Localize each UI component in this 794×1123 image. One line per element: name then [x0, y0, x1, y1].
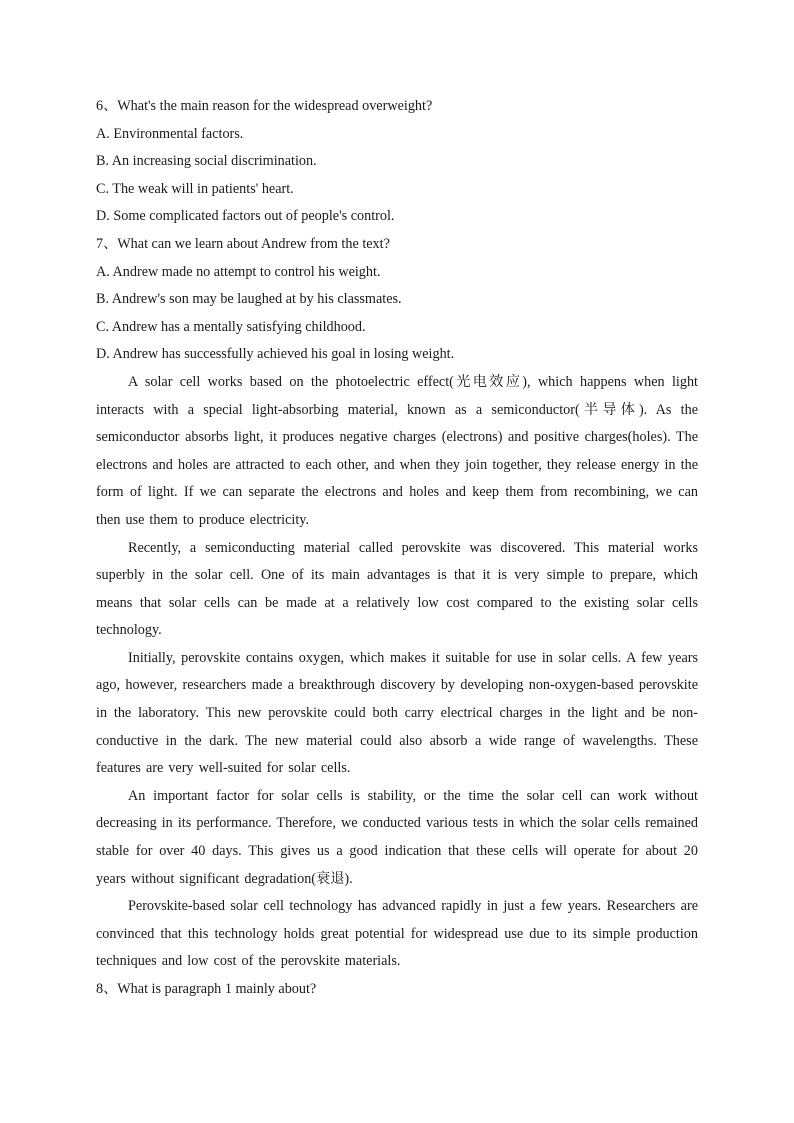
passage-paragraph-4: An important factor for solar cells is stability, or the time the solar cell can work without decreasing in its performance. Therefore, we conducted various tests in which the solar cells remained stable for over 40 days. This gives us a good indication that these cells will operate for about 20 years without significant degradation(衰退).: [96, 787, 698, 887]
answer-option-d: D. Some complicated factors out of people's control.: [96, 208, 395, 225]
reading-passage: [96, 369, 698, 976]
passage-paragraph-5: Perovskite-based solar cell technology has advanced rapidly in just a few years. Researchers are convinced that this technology holds great potential for widespread use due to its simple production techniques and low cost of the perovskite materials.: [96, 898, 698, 970]
passage-paragraph-2: Recently, a semiconducting material called perovskite was discovered. This material works superbly in the solar cell. One of its main advantages is that it is very simple to prepare, which means that solar cells can be made at a relatively low cost compared to the existing solar cells technology.: [96, 539, 698, 639]
answer-option-c: C. Andrew has a mentally satisfying childhood.: [96, 318, 366, 335]
question-stem: 8、What is paragraph 1 mainly about?: [96, 981, 317, 997]
question-7: [96, 231, 698, 369]
question-6: [96, 93, 698, 231]
passage-paragraph-3: Initially, perovskite contains oxygen, which makes it suitable for use in solar cells. A few years ago, however, researchers made a breakthrough discovery by developing non-oxygen-based perovskite in the laboratory. This new perovskite could both carry electrical charges in the light and be non-conductive in the dark. The new material could also absorb a wide range of wavelengths. These features are very well-suited for solar cells.: [96, 649, 698, 777]
answer-option-d: D. Andrew has successfully achieved his goal in losing weight.: [96, 346, 455, 363]
answer-option-b: B. Andrew's son may be laughed at by his classmates.: [96, 291, 402, 308]
answer-option-b: B. An increasing social discrimination.: [96, 153, 317, 170]
question-stem: 7、What can we learn about Andrew from the text?: [96, 235, 390, 252]
exam-page: [96, 93, 698, 1004]
passage-paragraph-1: A solar cell works based on the photoelectric effect(光电效应), which happens when light interacts with a special light-absorbing material, known as a semiconductor(半导体). As the semiconductor absorbs light, it produces negative charges (electrons) and positive charges(holes). The electrons and holes are attracted to each other, and when they join together, they release energy in the form of light. If we can separate the electrons and holes and keep them from recombining, we can then use them to produce electricity.: [96, 373, 698, 528]
question-8: [96, 976, 698, 1004]
answer-option-a: A. Environmental factors.: [96, 125, 244, 142]
answer-option-c: C. The weak will in patients' heart.: [96, 180, 294, 197]
question-stem: 6、What's the main reason for the widespread overweight?: [96, 98, 433, 114]
answer-option-a: A. Andrew made no attempt to control his weight.: [96, 263, 381, 280]
